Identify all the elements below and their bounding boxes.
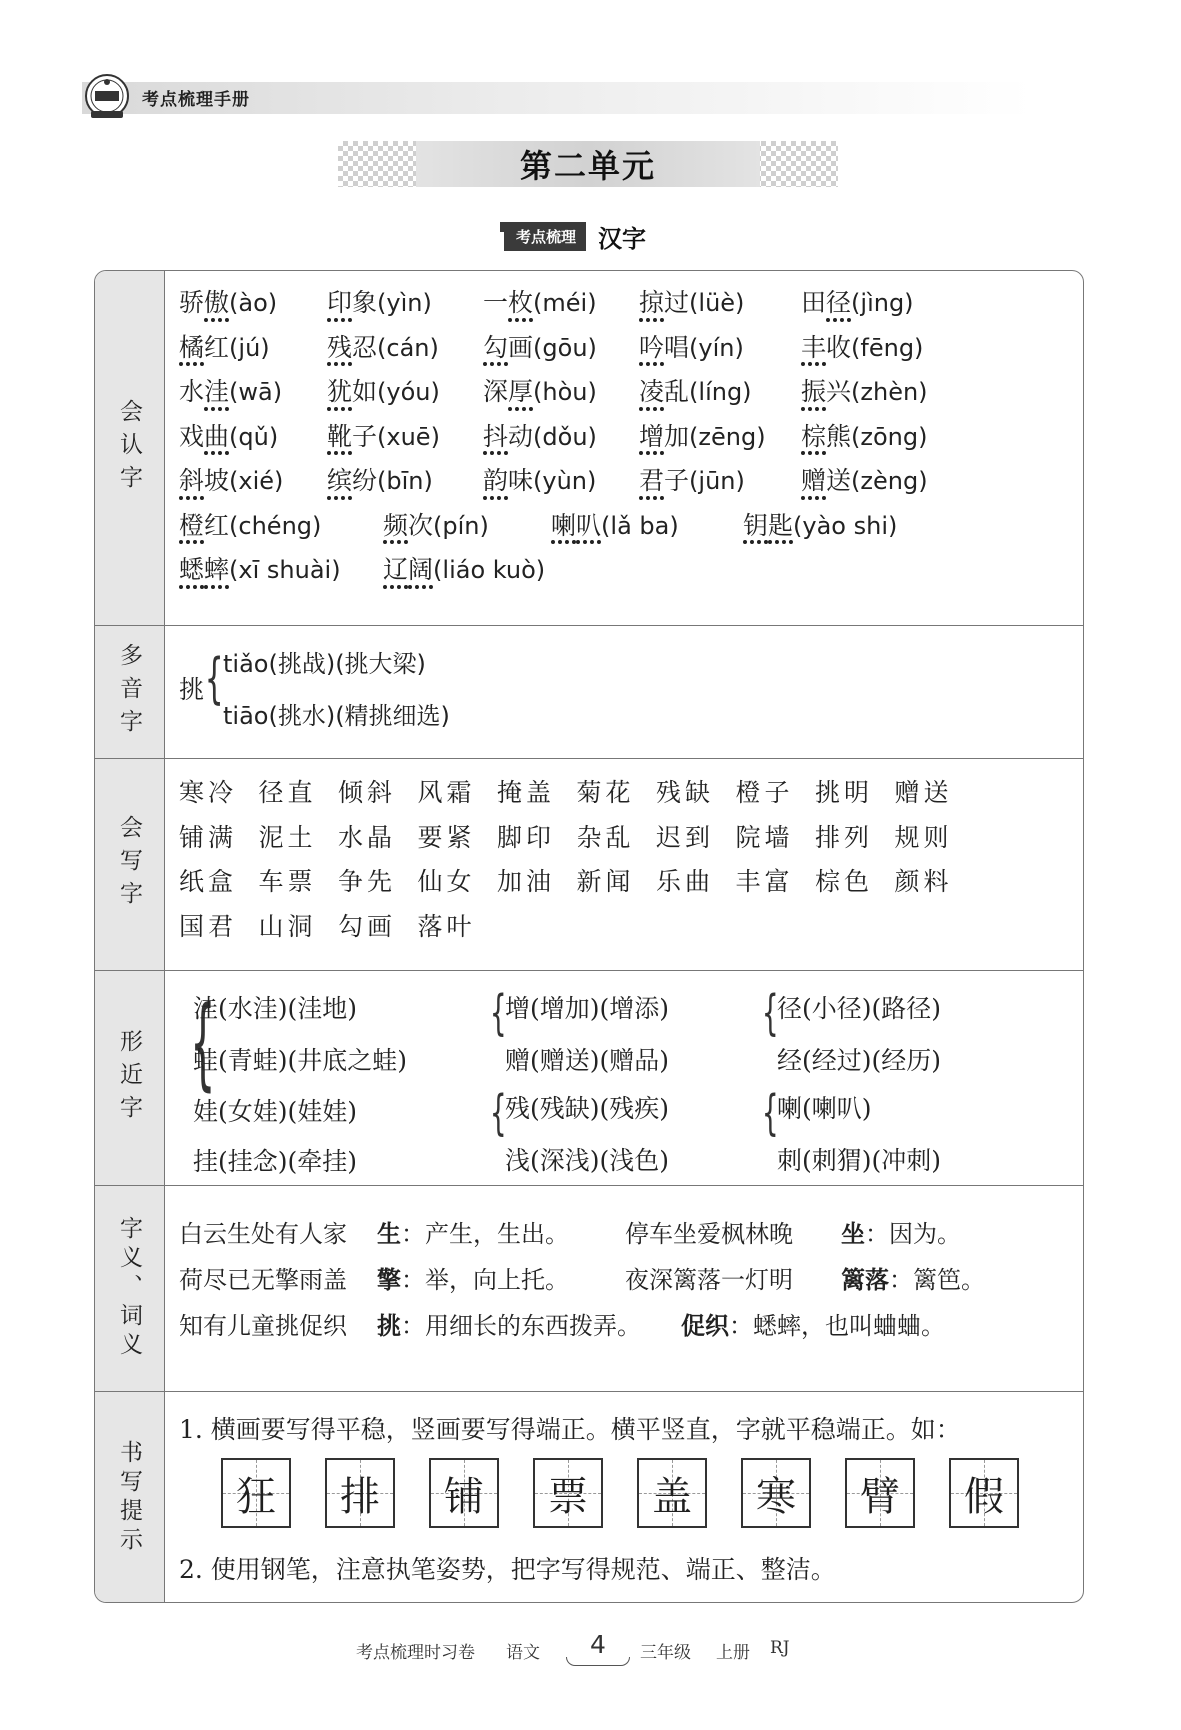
recognize-char: 缤 [327,466,353,495]
write-word: 山洞 [258,911,317,941]
recognize-word [639,283,744,319]
pinyin: (qǔ) [229,422,279,451]
recognize-word [179,328,270,364]
recognize-word [801,328,923,364]
recognize-word [801,461,928,497]
recognize-char: 掠 [639,288,665,317]
sample-character: 臂 [860,1473,900,1520]
recognize-word [639,461,745,497]
definition-text: ：篱笆。 [889,1266,985,1294]
writing-grid-cell [637,1458,707,1528]
recognize-char: 兴 [826,377,852,406]
recognize-char: 抖 [483,421,509,451]
recognize-char: 洼 [204,377,230,406]
recognize-word [639,372,752,408]
word-definition [377,1306,641,1341]
pinyin: (xuē) [377,422,440,451]
brace-icon: { [761,985,779,1041]
section-tag: 考点梳理 [504,222,586,251]
section-heading [504,220,646,252]
recognize-word [639,328,744,364]
pinyin: (zhèn) [851,378,928,406]
recognize-char: 喇 [551,510,577,540]
poem-line: 夜深篱落一灯明 [625,1266,793,1294]
page-number: 4 [572,1630,624,1664]
row-label: 形近字 [95,971,165,1185]
recognize-char: 叭 [576,510,602,540]
similar-item: 洼(水洼)(洼地) [193,994,358,1023]
banner-plate [416,141,760,187]
write-word: 挑明 [815,778,874,807]
row-label: 会认字 [95,271,165,625]
pinyin: (cán) [377,333,439,362]
pinyin: (lüè) [689,289,745,317]
write-word: 赠送 [894,778,953,807]
row-write [95,759,1083,971]
recognize-char: 韵 [483,466,509,495]
recognize-char: 红 [204,510,230,540]
pinyin: (pín) [433,511,489,540]
tip-cells [221,1458,1041,1532]
defined-word: 促织 [681,1311,729,1340]
write-word: 铺满 [179,822,238,852]
similar-item: 赠(赠送)(赠品) [505,1046,670,1075]
tips-content [165,1392,1083,1603]
sample-character: 寒 [756,1473,796,1520]
row-tips [95,1392,1083,1603]
pinyin: (hòu) [533,378,597,406]
write-word: 泥土 [258,822,317,852]
recognize-char: 坡 [204,466,230,495]
recognize-word [483,328,597,364]
pinyin: (zēng) [689,422,766,451]
row-polyphone [95,626,1083,759]
write-word: 水晶 [338,822,397,852]
pinyin: (lǎ ba) [601,511,679,540]
similar-item: 娃(女娃)(娃娃) [193,1097,358,1126]
write-word: 要紧 [417,822,476,852]
word-definition [377,1260,569,1295]
recognize-char: 画 [508,332,534,362]
recognize-char: 骄 [179,288,205,317]
recognize-word [483,461,596,497]
recognize-word [483,372,597,408]
sample-character: 铺 [444,1473,484,1520]
poem-line: 知有儿童挑促织 [179,1312,347,1340]
recognize-word [179,417,278,453]
write-word: 丰富 [735,867,794,896]
write-word: 仙女 [417,867,476,896]
recognize-char: 橙 [179,510,205,540]
recognize-word [483,283,597,319]
row-label: 多音字 [95,626,165,758]
recognize-char: 丰 [801,332,827,362]
pinyin: (gōu) [533,333,597,362]
recognize-char: 唱 [664,332,690,362]
recognize-char: 匙 [768,510,794,540]
recognize-char: 残 [327,332,353,362]
recognize-word [179,550,341,586]
recognize-word [179,283,277,319]
sample-character: 假 [964,1473,1004,1520]
poem-line: 荷尽已无擎雨盖 [179,1266,347,1294]
similar-content [165,971,1083,1185]
definition-text: ：蟋蟀，也叫蛐蛐。 [729,1312,945,1340]
pinyin: (jú) [229,333,270,362]
writing-grid-cell [325,1458,395,1528]
recognize-char: 君 [639,466,665,495]
recognize-char: 靴 [327,421,353,451]
write-word: 残缺 [656,778,715,807]
definition-text: ：产生，生出。 [401,1220,569,1248]
recognize-content [165,271,1083,625]
write-word: 颜料 [894,867,953,896]
write-word: 脚印 [497,822,556,852]
write-word: 棕色 [815,867,874,896]
recognize-char: 一 [483,288,509,317]
pinyin: (zèng) [851,467,928,495]
defined-word: 坐 [841,1219,865,1248]
write-word: 倾斜 [338,778,397,807]
recognize-word [179,506,321,542]
pinyin: (chéng) [229,511,322,540]
brace-icon: { [190,984,216,1101]
write-word: 径直 [258,778,317,807]
defined-word: 生 [377,1219,401,1248]
footer-subject: 语文 [506,1643,540,1663]
similar-item: 径(小径)(路径) [777,994,942,1023]
write-word: 勾画 [338,911,397,941]
tip-line-2: 2. 使用钢笔，注意执笔姿势，把字写得规范、端正、整洁。 [179,1555,836,1584]
recognize-char: 傲 [204,288,230,317]
polyphone-content [165,626,1083,758]
write-word: 加油 [497,867,556,896]
footer-series: 考点梳理时习卷 [356,1643,475,1663]
pinyin: (yóu) [377,378,440,406]
pinyin: (yín) [689,333,744,362]
recognize-char: 蟀 [204,555,230,584]
pinyin: (jūn) [689,467,745,495]
recognize-char: 辽 [383,555,409,584]
brace-icon: { [489,985,507,1041]
recognize-word [383,550,545,586]
recognize-char: 乱 [664,377,690,406]
write-word: 院墙 [735,822,794,852]
character-table [94,270,1084,1603]
similar-item: 经(经过)(经历) [777,1046,942,1075]
sample-character: 狂 [236,1473,276,1520]
pinyin: (jìng) [851,289,914,317]
write-word: 掩盖 [497,778,556,807]
row-label: 书写提示 [95,1392,165,1603]
sample-character: 盖 [652,1473,692,1520]
word-definition [681,1306,945,1341]
writing-grid-cell [741,1458,811,1528]
definition-text: ：因为。 [865,1220,961,1248]
writing-grid-cell [221,1458,291,1528]
pinyin: (bīn) [377,467,433,495]
footer-grade: 三年级 [640,1643,691,1663]
brace-icon: { [204,647,224,710]
pinyin: (ào) [229,289,278,317]
defined-word: 擎 [377,1265,401,1294]
brace-icon: { [489,1085,507,1141]
recognize-word [327,461,433,497]
pinyin: (xī shuài) [229,556,341,584]
recognize-char: 次 [408,510,434,540]
polyphone-reading: tiǎo(挑战)(挑大梁) [223,650,426,678]
section-title: 汉字 [598,224,647,253]
recognize-word [179,372,282,408]
recognize-char: 枚 [508,288,534,317]
recognize-char: 厚 [508,377,534,406]
recognize-word [383,506,489,542]
publisher-seal-icon [84,71,130,121]
write-word: 新闻 [576,867,635,896]
similar-item: 残(残缺)(残疾) [505,1094,670,1123]
sample-character: 票 [548,1473,588,1520]
defined-word: 挑 [377,1311,401,1340]
row-label: 字义、词义 [95,1186,165,1391]
defined-word: 篱落 [841,1265,889,1294]
recognize-char: 收 [826,332,852,362]
recognize-word [801,417,927,453]
similar-item: 挂(挂念)(牵挂) [193,1147,358,1176]
polyphone-reading: tiāo(挑水)(精挑细选) [223,702,450,730]
recognize-char: 钥 [743,510,769,540]
pinyin: (wā) [229,378,283,406]
handbook-title: 考点梳理手册 [142,90,250,110]
word-definition [841,1214,961,1249]
similar-item: 增(增加)(增添) [505,994,670,1023]
page-footer [0,1630,1181,1670]
poem-line: 白云生处有人家 [179,1220,347,1248]
write-word: 寒冷 [179,778,238,807]
tip-line-1: 1. 横画要写得平稳，竖画要写得端正。横平竖直，字就平稳端正。如： [179,1415,961,1444]
recognize-char: 熊 [826,421,852,451]
brace-icon: { [761,1085,779,1141]
writing-grid-cell [533,1458,603,1528]
recognize-char: 棕 [801,421,827,451]
recognize-word [483,417,597,453]
similar-item: 蛙(青蛙)(井底之蛙) [193,1046,408,1075]
pinyin: (liáo kuò) [433,556,546,584]
recognize-char: 忍 [352,332,378,362]
similar-item: 刺(刺猬)(冲刺) [777,1146,942,1175]
recognize-char: 过 [664,288,690,317]
unit-title: 第二单元 [519,147,656,185]
recognize-char: 斜 [179,466,205,495]
write-word: 菊花 [576,778,635,807]
recognize-char: 印 [327,288,353,317]
write-word: 纸盒 [179,867,238,896]
row-label: 会写字 [95,759,165,970]
write-word: 杂乱 [576,822,635,852]
writing-grid-cell [429,1458,499,1528]
recognize-char: 田 [801,288,827,317]
recognize-char: 象 [352,288,378,317]
poem-line: 停车坐爱枫林晚 [625,1220,793,1248]
write-word: 乐曲 [656,867,715,896]
write-word: 国君 [179,911,238,941]
pinyin: (xié) [229,467,284,495]
definition-text: ：用细长的东西拨弄。 [401,1312,641,1340]
similar-item: 喇(喇叭) [777,1094,872,1123]
write-word: 迟到 [656,822,715,852]
row-similar [95,971,1083,1186]
sample-character: 排 [340,1473,380,1520]
write-word: 橙子 [735,778,794,807]
write-word: 落叶 [417,911,476,941]
recognize-char: 径 [826,288,852,317]
recognize-char: 如 [352,377,378,406]
recognize-char: 红 [204,332,230,362]
row-recognize [95,271,1083,626]
pinyin: (yìn) [377,289,432,317]
recognize-word [551,506,679,542]
recognize-char: 橘 [179,332,205,362]
recognize-char: 赠 [801,466,827,495]
recognize-char: 味 [508,466,534,495]
recognize-char: 深 [483,377,509,406]
pinyin: (zōng) [851,422,928,451]
recognize-char: 水 [179,377,205,406]
meaning-content [165,1186,1083,1391]
pinyin: (fēng) [851,333,924,362]
recognize-word [639,417,766,453]
word-definition [377,1214,569,1249]
writing-grid-cell [949,1458,1019,1528]
write-word: 排列 [815,822,874,852]
row-meaning [95,1186,1083,1392]
footer-edition: RJ [770,1638,790,1658]
definition-text: ：举，向上托。 [401,1266,569,1294]
word-definition [841,1260,985,1295]
pinyin: (méi) [533,289,597,317]
recognize-char: 振 [801,377,827,406]
recognize-char: 吟 [639,332,665,362]
recognize-word [179,461,283,497]
recognize-char: 子 [352,421,378,451]
recognize-word [327,328,439,364]
polyphone-char: 挑 [179,675,205,704]
similar-item: 浅(深浅)(浅色) [505,1146,670,1175]
write-word: 车票 [258,867,317,896]
recognize-word [801,372,928,408]
write-word: 风霜 [417,778,476,807]
recognize-word [743,506,897,542]
recognize-char: 子 [664,466,690,495]
write-content [165,759,1083,970]
recognize-char: 纷 [352,466,378,495]
unit-banner [338,141,838,187]
write-word: 规则 [894,822,953,852]
recognize-char: 频 [383,510,409,540]
recognize-char: 动 [508,421,534,451]
recognize-word [327,417,440,453]
pinyin: (yùn) [533,467,597,495]
recognize-char: 增 [639,421,665,451]
recognize-char: 戏 [179,421,205,451]
writing-grid-cell [845,1458,915,1528]
pinyin: (dǒu) [533,422,597,451]
pinyin: (líng) [689,378,752,406]
recognize-word [327,283,432,319]
recognize-char: 蟋 [179,555,205,584]
recognize-char: 犹 [327,377,353,406]
recognize-word [801,283,914,319]
recognize-char: 勾 [483,332,509,362]
recognize-char: 送 [826,466,852,495]
write-word: 争先 [338,867,397,896]
pinyin: (yào shi) [793,511,898,540]
footer-volume: 上册 [716,1643,750,1663]
recognize-char: 加 [664,421,690,451]
recognize-char: 曲 [204,421,230,451]
recognize-char: 阔 [408,555,434,584]
recognize-word [327,372,440,408]
recognize-char: 凌 [639,377,665,406]
